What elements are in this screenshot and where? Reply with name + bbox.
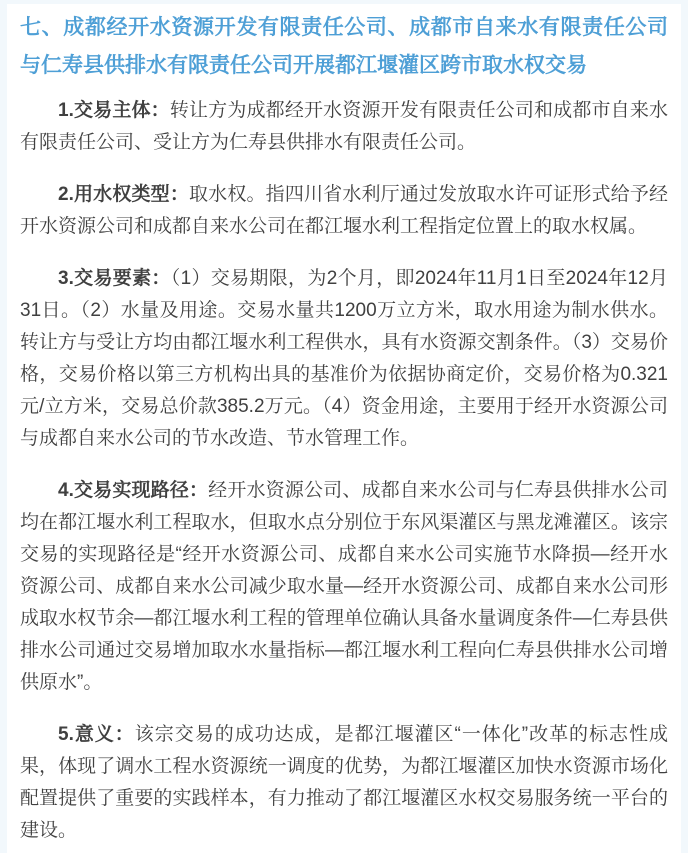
- paragraph-label: 2.用水权类型：: [58, 184, 190, 205]
- paragraph-text: 取水权。指四川省水利厅通过发放取水许可证形式给予经开水资源公司和成都自来水公司在都江堰水利工程指定位置上的取水权属。: [20, 184, 668, 237]
- paragraph-label: 5.意义：: [58, 724, 135, 745]
- paragraph-text: （1）交易期限，为2个月，即2024年11月1日至2024年12月31日。（2）水量及用途。交易水量共1200万立方米，取水用途为制水供水。转让方与受让方均由都江堰水利工程供水，具有水资源交割条件。（3）交易价格，交易价格以第三方机构出具的基准价为依据协商定价，交易价格为0.321元/立方米，交易总价款385.2万元。（4）资金用途，主要用于经开水资源公司与成都自来水公司的节水改造、节水管理工作。: [20, 268, 668, 449]
- paragraph: [20, 263, 668, 455]
- paragraph: [20, 95, 668, 159]
- paragraph-text: 该宗交易的成功达成，是都江堰灌区“一体化”改革的标志性成果，体现了调水工程水资源统一调度的优势，为都江堰灌区加快水资源市场化配置提供了重要的实践样本，有力推动了都江堰灌区水权交易服务统一平台的建设。: [20, 724, 668, 841]
- paragraph: [20, 719, 668, 847]
- paragraph: [20, 475, 668, 699]
- document-viewport: [0, 4, 688, 841]
- article-title: 七、成都经开水资源开发有限责任公司、成都市自来水有限责任公司与仁寿县供排水有限责任公司开展都江堰灌区跨市取水权交易: [20, 16, 668, 77]
- article-body: [20, 95, 668, 847]
- paragraph-label: 3.交易要素：: [58, 268, 171, 289]
- paragraph-label: 4.交易实现路径：: [58, 480, 209, 501]
- paragraph-text: 转让方为成都经开水资源开发有限责任公司和成都市自来水有限责任公司、受让方为仁寿县供排水有限责任公司。: [20, 100, 668, 153]
- paragraph-label: 1.交易主体：: [58, 100, 170, 121]
- paragraph-text: 经开水资源公司、成都自来水公司与仁寿县供排水公司均在都江堰水利工程取水，但取水点分别位于东风渠灌区与黑龙滩灌区。该宗交易的实现路径是“经开水资源公司、成都自来水公司实施节水降损—经开水资源公司、成都自来水公司减少取水量—经开水资源公司、成都自来水公司形成取水权节余—都江堰水利工程的管理单位确认具备水量调度条件—仁寿县供排水公司通过交易增加取水水量指标—都江堰水利工程向仁寿县供排水公司增供原水”。: [20, 480, 668, 693]
- paragraph: [20, 179, 668, 243]
- article-page: [7, 4, 681, 853]
